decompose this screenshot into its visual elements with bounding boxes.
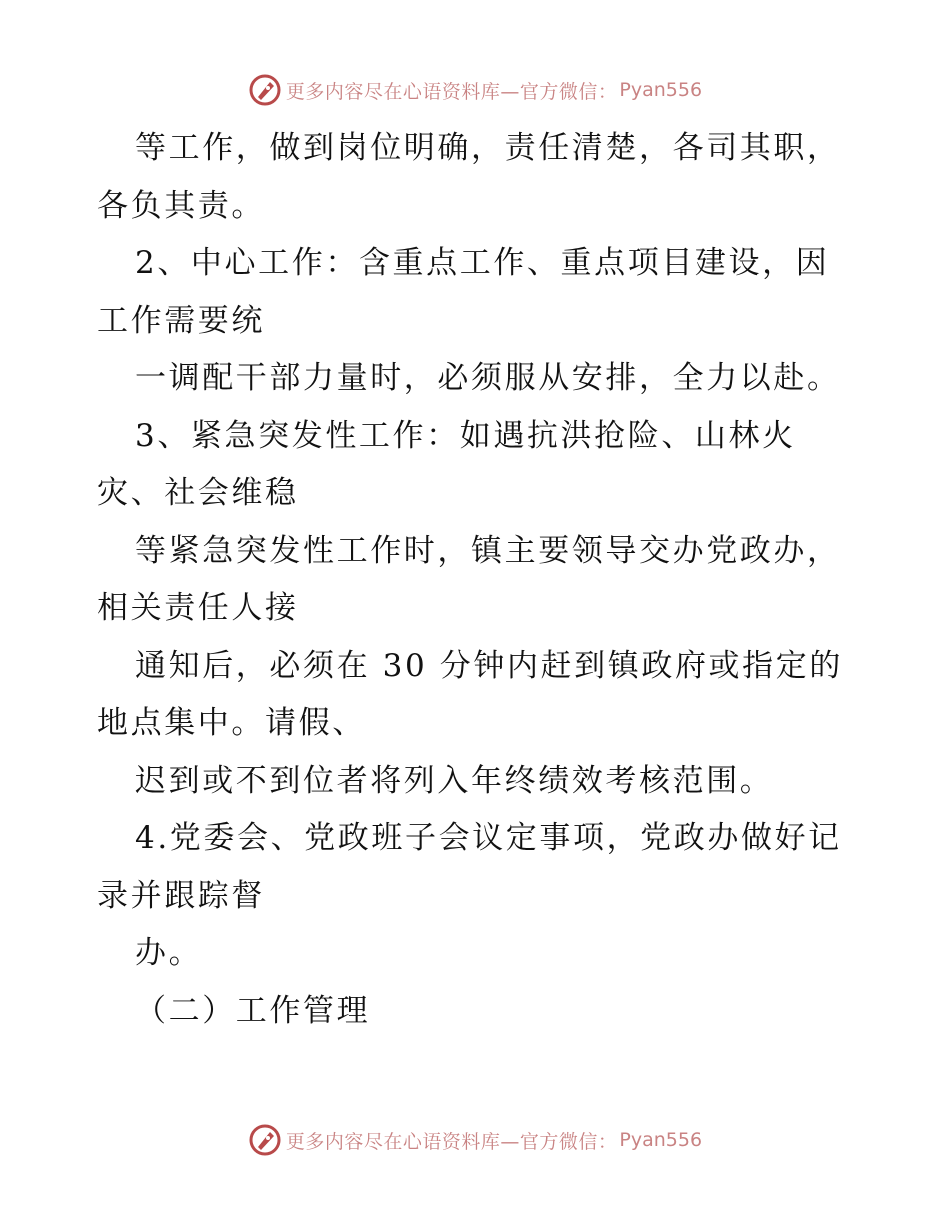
text-line: 地点集中。请假、 — [97, 705, 366, 741]
text-line: 2、中心工作：含重点工作、重点项目建设，因 — [135, 245, 830, 281]
watermark-wechat-id: Pyan556 — [619, 79, 703, 101]
text-line: 等工作，做到岗位明确，责任清楚，各司其职， — [135, 130, 841, 166]
text-line: 办。 — [135, 935, 203, 971]
text-line: 通知后，必须在 30 分钟内赶到镇政府或指定的 — [135, 647, 843, 684]
text-line: 录并跟踪督 — [97, 877, 265, 914]
text-line: 3、紧急突发性工作：如遇抗洪抢险、山林火 — [135, 417, 796, 454]
text-line: 4.党委会、党政班子会议定事项，党政办做好记 — [135, 820, 842, 856]
watermark-wechat-id: Pyan556 — [619, 1129, 703, 1151]
text-line: 一调配干部力量时，必须服从安排，全力以赴。 — [135, 360, 841, 396]
text-line: 迟到或不到位者将列入年终绩效考核范围。 — [135, 762, 774, 799]
section-heading: （二）工作管理 — [135, 992, 371, 1029]
text-line: 灾、社会维稳 — [97, 475, 299, 511]
watermark-text: 更多内容尽在心语资料库—官方微信： — [285, 80, 618, 103]
pen-nib-logo-icon — [248, 1123, 282, 1157]
footer-watermark — [0, 1120, 950, 1160]
pen-nib-logo-icon — [248, 73, 282, 107]
watermark-text: 更多内容尽在心语资料库—官方微信： — [285, 1130, 618, 1153]
text-line: 等紧急突发性工作时，镇主要领导交办党政办， — [135, 532, 841, 569]
text-line: 各负其责。 — [97, 187, 265, 224]
header-watermark — [0, 70, 950, 110]
document-body — [97, 120, 857, 1040]
text-line: 相关责任人接 — [97, 590, 299, 626]
text-line: 工作需要统 — [97, 302, 265, 339]
